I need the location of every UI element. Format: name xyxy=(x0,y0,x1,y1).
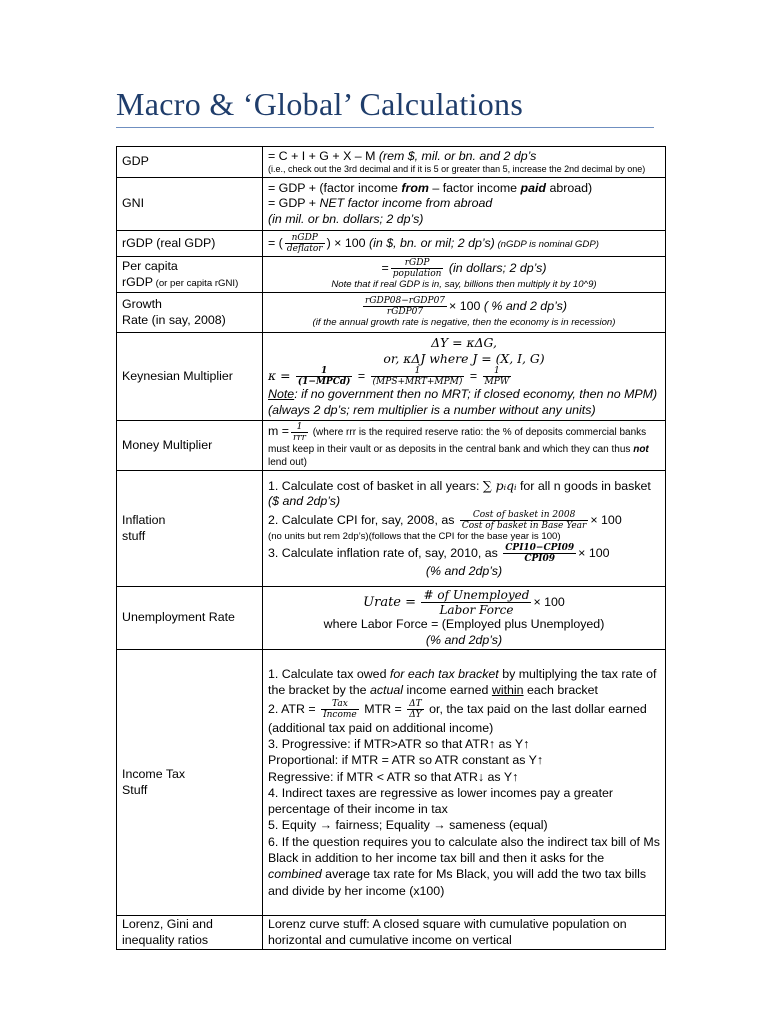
gni-text: = GDP + (factor income xyxy=(268,180,402,195)
rgdp-fraction xyxy=(285,233,325,254)
atr-numerator: Tax xyxy=(321,699,359,710)
table-row-income-tax xyxy=(117,650,666,916)
tax-step1-actual: actual xyxy=(369,683,404,698)
row-content-lorenz xyxy=(263,916,666,950)
row-content-per-capita xyxy=(263,257,666,293)
tax-regressive: Regressive: if MTR < ATR so that ATR↓ as Y↑ xyxy=(268,769,519,784)
growth-times: × 100 xyxy=(449,298,481,313)
row-label-keynesian xyxy=(117,333,263,421)
money-fraction xyxy=(291,422,308,443)
lorenz-text: Lorenz curve stuff: A closed square with cumulative population on horizontal and cumulative income on vertical xyxy=(268,917,627,947)
gni-text: = GDP + xyxy=(268,196,320,211)
row-label: Unemployment Rate xyxy=(122,610,235,625)
per-capita-eq: = xyxy=(381,260,389,275)
gni-text: abroad) xyxy=(546,180,593,195)
inflation-step1b: for all n goods in basket xyxy=(516,478,651,493)
inflation-units: (% and 2dp’s) xyxy=(425,563,503,578)
page-title: Macro & ‘Global’ Calculations xyxy=(116,86,524,122)
row-content-money xyxy=(263,421,666,471)
rgdp-note: (in $, bn. or mil; 2 dp’s) xyxy=(368,235,495,250)
cpi-numerator: Cost of basket in 2008 xyxy=(460,510,589,521)
keynes-f1-num: 1 xyxy=(296,366,353,377)
table-row-money xyxy=(117,421,666,471)
tax-indirect: 4. Indirect taxes are regressive as lower incomes pay a greater percentage of their income in tax xyxy=(268,785,614,817)
gni-units-note: (in mil. or bn. dollars; 2 dp’s) xyxy=(268,211,424,226)
row-label: Per capita xyxy=(122,259,178,273)
inflation-step1: 1. Calculate cost of basket in all years: xyxy=(268,478,483,493)
inflation-step2: 2. Calculate CPI for, say, 2008, as xyxy=(268,512,458,527)
row-label-gni xyxy=(117,178,263,231)
growth-numerator: rGDP08−rGDP07 xyxy=(365,296,446,306)
gni-from: from xyxy=(401,180,429,195)
tax-step1-within: within xyxy=(491,683,524,698)
money-denominator: rrr xyxy=(293,433,306,443)
rgdp-note2: (nGDP is nominal GDP) xyxy=(494,238,599,250)
title-underline xyxy=(116,127,654,128)
keynes-fraction-mpw xyxy=(483,366,512,387)
row-label: Keynesian Multiplier xyxy=(122,368,233,383)
row-content-unemployment xyxy=(263,587,666,650)
table-row-inflation xyxy=(117,471,666,587)
urate-times: × 100 xyxy=(533,594,565,609)
row-content-income-tax xyxy=(263,650,666,916)
gni-net: NET factor income from abroad xyxy=(319,196,493,211)
mtr-denominator: ΔY xyxy=(409,709,422,720)
money-numerator: 1 xyxy=(291,422,308,433)
row-label: Rate (in say, 2008) xyxy=(122,312,226,327)
row-label: Money Multiplier xyxy=(122,437,213,452)
rgdp-denominator: deflator xyxy=(286,244,323,254)
row-content-keynesian: ΔY = κΔG, or, κΔJ where J = (X, I, G) κ = $\frac{1}{\text{(1−MPCd)}}$ = $\frac{1}{\text{(MPS+MRT+MPM)}}$ = $\frac{1}{\text{MPW}}$ Note: if no government then no MRT; if closed economy, then no MPM) (always 2 dp’s; rem multiplier is a number without any units) xyxy=(263,333,666,421)
tax-step1: 1. Calculate tax owed xyxy=(268,667,390,682)
money-note: (where rrr is the required reserve ratio: the % of deposits commercial banks must keep in their vault or as deposits in the central bank and which they can thus xyxy=(268,427,647,455)
table-row-lorenz xyxy=(117,916,666,950)
row-label: Lorenz, Gini and xyxy=(122,917,213,931)
row-label-rgdp xyxy=(117,231,263,257)
row-label-lorenz xyxy=(117,916,263,950)
row-label: Inflation xyxy=(122,513,166,527)
urate-denominator: Labor Force xyxy=(439,603,514,617)
tax-progressive: 3. Progressive: if MTR>ATR so that ATR↑ as Y↑ xyxy=(268,736,530,751)
inflation-fraction xyxy=(503,543,576,564)
row-label-inflation xyxy=(117,471,263,587)
row-label: Income Tax xyxy=(122,767,186,781)
tax-equity: 5. Equity → fairness; Equality → sameness (equal) xyxy=(268,818,548,833)
tax-step1-bracket: for each tax bracket xyxy=(389,667,499,682)
money-not: not xyxy=(633,444,649,455)
inflation-cpi-note: (no units but rem 2dp’s)(follows that the CPI for the base year is 100) xyxy=(268,530,561,542)
atr-denominator: Income xyxy=(323,709,357,720)
growth-recession-note: (if the annual growth rate is negative, then the economy is in recession) xyxy=(312,317,616,328)
money-eq: m = xyxy=(268,424,289,439)
keynes-note-label: Note xyxy=(268,387,295,401)
tax-step6: 6. If the question requires you to calculate also the indirect tax bill of Ms Black in addition to her income tax bill and then it asks for the xyxy=(268,834,660,866)
row-label: rGDP (real GDP) xyxy=(122,235,216,250)
gni-paid: paid xyxy=(520,180,546,195)
keynes-fraction-mpc xyxy=(296,366,353,387)
table-row-growth xyxy=(117,293,666,333)
mtr-fraction xyxy=(407,699,424,720)
keynes-note: : if no government then no MRT; if closed economy, then no MPM) (always 2 dp’s; rem multiplier is a number without any units) xyxy=(268,387,658,417)
cpi-denominator: Cost of basket in Base Year xyxy=(461,520,587,531)
tax-step1b: by multiplying the tax rate of the bracket by the xyxy=(268,667,657,698)
row-label-small: (or per capita rGNI) xyxy=(152,277,239,289)
tax-proportional: Proportional: if MTR = ATR so ATR constant as Y↑ xyxy=(268,753,544,768)
row-content-inflation xyxy=(263,471,666,587)
keynes-f3-den: MPW xyxy=(484,377,510,387)
table-row-rgdp xyxy=(117,231,666,257)
per-capita-numerator: rGDP xyxy=(391,258,444,269)
per-capita-fraction xyxy=(391,258,444,279)
tax-step1c: income earned xyxy=(403,683,492,698)
row-label-unemployment xyxy=(117,587,263,650)
urate-fraction xyxy=(421,588,531,617)
cpi-times: × 100 xyxy=(590,512,622,527)
row-label-per-capita xyxy=(117,257,263,293)
keynes-fraction-leakages xyxy=(371,366,465,387)
growth-note: ( % and 2 dp’s) xyxy=(480,298,567,313)
urate-lhs: Urate = xyxy=(363,594,417,610)
row-content-gni xyxy=(263,178,666,231)
table-row-gni xyxy=(117,178,666,231)
tax-mtr: MTR = xyxy=(360,701,406,716)
gdp-decimal-note: (i.e., check out the 3rd decimal and if it is 5 or greater than 5, increase the 2nd decimal by one) xyxy=(268,164,646,175)
keynes-f3-num: 1 xyxy=(483,366,512,377)
atr-fraction xyxy=(321,699,359,720)
row-content-growth xyxy=(263,293,666,333)
keynes-kappa: κ = xyxy=(268,367,291,383)
rgdp-eq: = ( xyxy=(268,235,283,250)
growth-denominator: rGDP07 xyxy=(386,307,424,317)
per-capita-billions-note: Note that if real GDP is in, say, billions then multiply it by 10^9) xyxy=(331,279,597,290)
row-label-growth xyxy=(117,293,263,333)
gdp-formula: = C + I + G + X – M xyxy=(268,148,379,163)
row-label-gdp xyxy=(117,147,263,178)
inflation-times: × 100 xyxy=(578,545,610,560)
tax-step6b: average tax rate for Ms Black, you will add the two tax bills and divide by her income (x100) xyxy=(268,867,647,898)
growth-fraction xyxy=(363,296,447,317)
tax-step1d: each bracket xyxy=(523,683,598,698)
inflation-denominator: CPI09 xyxy=(524,553,556,564)
inflation-sum: ∑ pᵢqᵢ xyxy=(482,477,517,493)
labor-force-note: where Labor Force = (Employed plus Unemployed) xyxy=(323,617,605,631)
per-capita-denominator: population xyxy=(392,269,442,279)
table-row-per-capita xyxy=(117,257,666,293)
row-label: GDP xyxy=(122,154,149,169)
tax-step2: 2. ATR = xyxy=(268,701,320,716)
table-row-gdp xyxy=(117,147,666,178)
row-label-money xyxy=(117,421,263,471)
table-row-unemployment xyxy=(117,587,666,650)
row-label: Growth xyxy=(122,297,162,311)
money-note-end: lend out) xyxy=(268,457,307,468)
mtr-numerator: ΔT xyxy=(409,698,422,709)
row-label: inequality ratios xyxy=(122,932,209,947)
per-capita-note: (in dollars; 2 dp’s) xyxy=(448,260,547,275)
rgdp-times: ) × 100 xyxy=(326,235,369,250)
inflation-numerator: CPI10−CPI09 xyxy=(505,542,575,553)
gdp-note: (rem $, mil. or bn. and 2 dp’s xyxy=(378,148,537,163)
keynes-eq1: ΔY = κΔG, xyxy=(431,335,497,350)
inflation-step3: 3. Calculate inflation rate of, say, 2010, as xyxy=(268,545,502,560)
row-content-gdp xyxy=(263,147,666,178)
table-row-keynesian xyxy=(117,333,666,421)
keynes-f2-den: (MPS+MRT+MPM) xyxy=(372,377,463,387)
urate-numerator: # of Unemployed xyxy=(423,588,530,602)
row-content-rgdp xyxy=(263,231,666,257)
keynes-eq2: or, κΔJ where J = (X, I, G) xyxy=(383,350,545,366)
cpi-fraction xyxy=(460,510,589,531)
inflation-step1-units: ($ and 2dp’s) xyxy=(268,494,341,509)
tax-combined: combined xyxy=(268,867,322,882)
row-label: rGDP xyxy=(122,274,153,289)
row-label: GNI xyxy=(122,196,145,211)
row-label-income-tax xyxy=(117,650,263,916)
calculations-table xyxy=(116,146,666,950)
keynes-f1-den: (1−MPCd) xyxy=(297,377,351,387)
keynes-f2-num: 1 xyxy=(371,366,465,377)
tax-step2b: or, the tax paid on the last dollar earned (additional tax paid on additional income) xyxy=(268,701,647,735)
rgdp-numerator: nGDP xyxy=(285,233,325,244)
gni-text: – factor income xyxy=(428,180,521,195)
row-label: Stuff xyxy=(122,782,148,797)
row-label: stuff xyxy=(122,528,146,543)
urate-units: (% and 2dp’s) xyxy=(425,632,503,647)
